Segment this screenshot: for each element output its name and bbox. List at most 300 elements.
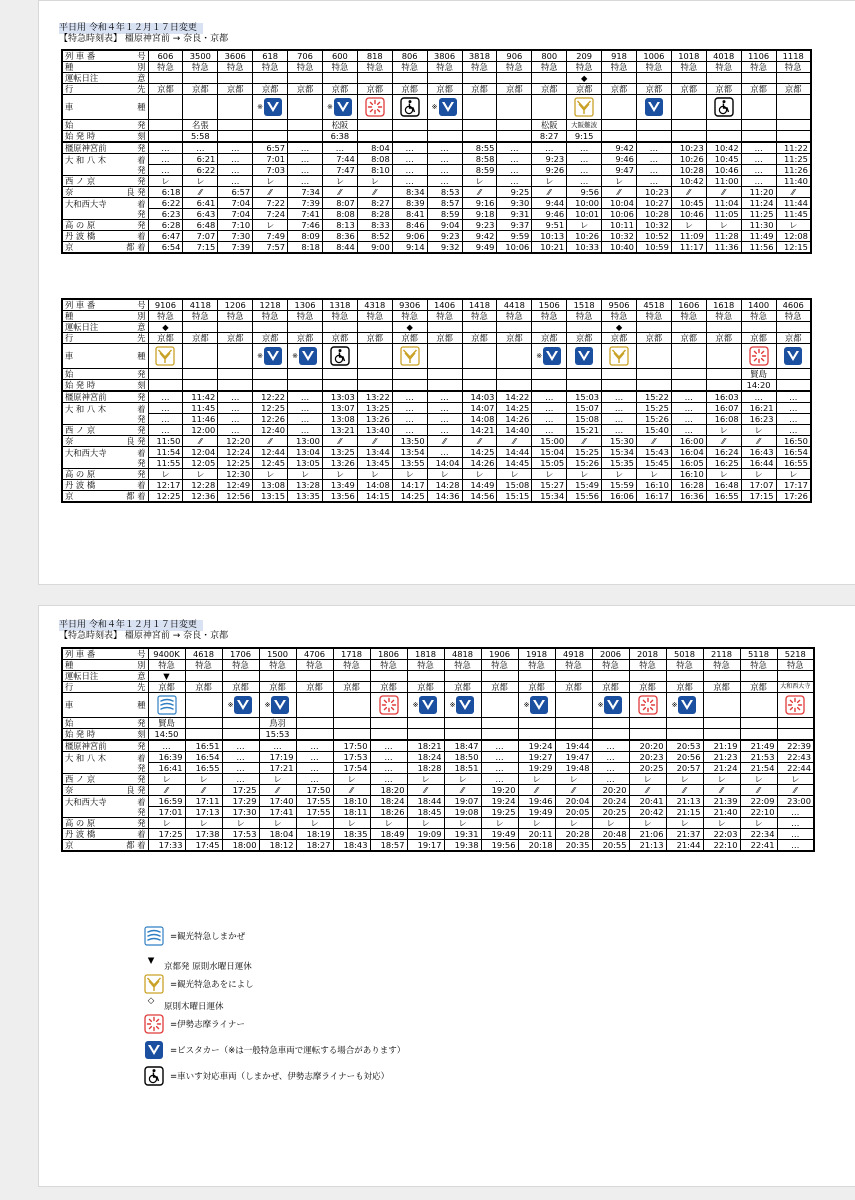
origin-time-cell bbox=[706, 131, 741, 143]
origin-station-cell bbox=[555, 718, 592, 729]
service-notice-label-suffix: 意 bbox=[137, 322, 146, 332]
car-type-cell bbox=[462, 95, 497, 120]
destination-cell: 京都 bbox=[671, 333, 706, 344]
origin-time-cell: 15:53 bbox=[259, 729, 296, 741]
time-cell: 18:10 bbox=[333, 796, 370, 807]
origin-time-cell: 14:50 bbox=[148, 729, 185, 741]
destination-cell: 京都 bbox=[357, 84, 392, 95]
time-cell: … bbox=[741, 142, 776, 154]
time-cell: レ bbox=[148, 176, 183, 187]
vista-icon bbox=[418, 700, 438, 710]
time-cell: 13:08 bbox=[253, 480, 288, 491]
destination-cell: 京都 bbox=[776, 84, 811, 95]
origin-station-cell bbox=[148, 369, 183, 380]
time-cell: レ bbox=[602, 176, 637, 187]
train-type-cell: 特急 bbox=[288, 311, 323, 322]
time-cell: ⁄⁄ bbox=[706, 187, 741, 198]
origin-time-cell bbox=[555, 729, 592, 741]
time-cell: ⁄⁄ bbox=[444, 785, 481, 796]
time-cell: 8:39 bbox=[392, 198, 427, 209]
time-cell: レ bbox=[740, 818, 777, 829]
time-cell: 13:44 bbox=[357, 447, 392, 458]
time-cell: 12:49 bbox=[218, 480, 253, 491]
destination-cell: 大和西大寺 bbox=[777, 682, 814, 693]
station-nishinokyo-label-suffix: 発 bbox=[137, 425, 146, 435]
time-cell: 8:08 bbox=[357, 154, 392, 165]
station-nishinokyo-label-suffix: 発 bbox=[137, 774, 146, 784]
asterisk-mark: ※ bbox=[536, 352, 543, 360]
time-cell: 17:15 bbox=[741, 491, 776, 503]
train-type-cell: 特急 bbox=[392, 62, 427, 73]
time-cell: … bbox=[288, 403, 323, 414]
time-cell: … bbox=[532, 391, 567, 403]
time-cell: 20:55 bbox=[592, 840, 629, 852]
origin-station-cell bbox=[218, 120, 253, 131]
origin-station-cell bbox=[497, 120, 532, 131]
time-cell: … bbox=[427, 425, 462, 436]
time-cell: 20:18 bbox=[518, 840, 555, 852]
time-cell: 13:26 bbox=[357, 414, 392, 425]
origin-time-row bbox=[62, 729, 814, 741]
time-cell: … bbox=[148, 165, 183, 176]
station-nara-label-text: 奈 bbox=[65, 187, 74, 197]
station-nishinokyo-label-text: 西 ノ 京 bbox=[65, 774, 96, 784]
train-type-label-text: 種 bbox=[65, 660, 74, 670]
origin-time-cell bbox=[481, 729, 518, 741]
time-cell: 17:25 bbox=[222, 785, 259, 796]
train-number-row bbox=[62, 50, 811, 62]
time-cell: 18:43 bbox=[333, 840, 370, 852]
train-type-cell: 特急 bbox=[392, 311, 427, 322]
destination-row bbox=[62, 682, 814, 693]
origin-station-cell bbox=[462, 120, 497, 131]
origin-station-cell bbox=[427, 120, 462, 131]
time-cell: 13:25 bbox=[357, 403, 392, 414]
time-cell: 21:19 bbox=[703, 740, 740, 752]
time-cell: 15:25 bbox=[636, 403, 671, 414]
wheelchair-icon bbox=[330, 351, 350, 361]
origin-time-cell bbox=[185, 729, 222, 741]
time-cell: 14:22 bbox=[497, 391, 532, 403]
car-type-cell bbox=[322, 344, 357, 369]
time-cell: 9:14 bbox=[392, 242, 427, 254]
service-notice-label-text: 運転日注 bbox=[65, 73, 99, 83]
train-number-cell: 918 bbox=[602, 50, 637, 62]
time-cell: … bbox=[392, 176, 427, 187]
vista-icon bbox=[574, 351, 594, 361]
station-name: 大 和 八 木 bbox=[65, 403, 107, 414]
car-type-label-suffix: 種 bbox=[137, 700, 146, 710]
service-notice-cell bbox=[253, 73, 288, 84]
time-cell: 21:40 bbox=[703, 807, 740, 818]
time-cell: … bbox=[636, 165, 671, 176]
origin-time-cell bbox=[671, 131, 706, 143]
time-cell: 16:50 bbox=[776, 436, 811, 447]
time-cell: … bbox=[427, 142, 462, 154]
time-cell: 12:22 bbox=[253, 391, 288, 403]
origin-station-cell bbox=[253, 369, 288, 380]
time-cell: ⁄⁄ bbox=[185, 785, 222, 796]
car-type-cell bbox=[741, 344, 776, 369]
origin-station-label-suffix: 発 bbox=[137, 120, 146, 130]
train-number-cell: 1718 bbox=[333, 648, 370, 660]
time-cell: レ bbox=[706, 425, 741, 436]
station-yamato-yagi-depart-row bbox=[62, 414, 811, 425]
train-number-cell: 1506 bbox=[532, 299, 567, 311]
train-number-cell: 1806 bbox=[370, 648, 407, 660]
car-type-cell bbox=[444, 693, 481, 718]
origin-time-cell bbox=[629, 729, 666, 741]
station-nishinokyo-label bbox=[62, 176, 148, 187]
time-cell: 7:39 bbox=[218, 242, 253, 254]
train-number-cell: 4318 bbox=[357, 299, 392, 311]
time-cell: ⁄⁄ bbox=[333, 785, 370, 796]
service-notice-cell bbox=[706, 322, 741, 333]
service-notice-cell bbox=[407, 671, 444, 682]
time-cell: … bbox=[222, 740, 259, 752]
destination-cell: 京都 bbox=[322, 333, 357, 344]
time-cell: 17:53 bbox=[222, 829, 259, 840]
train-type-cell: 特急 bbox=[183, 62, 218, 73]
train-number-cell: 2118 bbox=[703, 648, 740, 660]
destination-cell: 京都 bbox=[427, 84, 462, 95]
origin-station-cell bbox=[253, 120, 288, 131]
origin-time-cell bbox=[357, 131, 392, 143]
car-type-cell bbox=[636, 95, 671, 120]
time-cell: … bbox=[370, 752, 407, 763]
time-cell: レ bbox=[592, 818, 629, 829]
time-cell: 10:06 bbox=[497, 242, 532, 254]
time-cell: … bbox=[671, 425, 706, 436]
station-kashihara-label bbox=[62, 391, 148, 403]
time-cell: … bbox=[322, 142, 357, 154]
origin-time-cell bbox=[296, 729, 333, 741]
station-yamato-yagi-arrive-row bbox=[62, 403, 811, 414]
destination-cell: 京都 bbox=[222, 682, 259, 693]
time-cell: レ bbox=[357, 176, 392, 187]
destination-cell: 京都 bbox=[706, 84, 741, 95]
time-cell: 14:36 bbox=[427, 491, 462, 503]
time-cell: … bbox=[777, 818, 814, 829]
service-notice-label-suffix: 意 bbox=[137, 73, 146, 83]
car-type-cell bbox=[148, 344, 183, 369]
service-notice-label-suffix: 意 bbox=[137, 671, 146, 681]
time-cell: … bbox=[671, 403, 706, 414]
train-type-cell: 特急 bbox=[567, 311, 602, 322]
time-cell: 15:27 bbox=[532, 480, 567, 491]
time-cell: … bbox=[288, 391, 323, 403]
time-cell: 12:26 bbox=[253, 414, 288, 425]
iseshima-icon bbox=[365, 102, 385, 112]
station-kashihara-row bbox=[62, 391, 811, 403]
train-type-cell: 特急 bbox=[629, 660, 666, 671]
origin-station-label-suffix: 発 bbox=[137, 369, 146, 379]
origin-station-row bbox=[62, 120, 811, 131]
time-cell: 18:19 bbox=[296, 829, 333, 840]
time-cell: 6:47 bbox=[148, 231, 183, 242]
time-cell: 19:47 bbox=[555, 752, 592, 763]
station-kyoto-label bbox=[62, 491, 148, 503]
legend-item bbox=[144, 1014, 245, 1034]
time-cell: 14:56 bbox=[462, 491, 497, 503]
time-cell: 20:41 bbox=[629, 796, 666, 807]
station-nara-label-text: 奈 bbox=[65, 785, 74, 795]
station-name: 大和西大寺 bbox=[65, 796, 107, 807]
time-cell: ⁄⁄ bbox=[497, 436, 532, 447]
time-cell: 18:45 bbox=[407, 807, 444, 818]
destination-cell: 京都 bbox=[392, 333, 427, 344]
station-kyoto-label bbox=[62, 840, 148, 852]
time-cell: … bbox=[148, 154, 183, 165]
time-cell: … bbox=[602, 425, 637, 436]
time-cell: 10:11 bbox=[602, 220, 637, 231]
time-cell: 11:30 bbox=[741, 220, 776, 231]
time-cell: … bbox=[741, 391, 776, 403]
depart-label: 発 bbox=[137, 208, 146, 219]
origin-station-label bbox=[62, 369, 148, 380]
origin-station-cell: 松阪 bbox=[532, 120, 567, 131]
time-cell: 8:53 bbox=[427, 187, 462, 198]
train-type-cell: 特急 bbox=[357, 311, 392, 322]
train-number-cell: 706 bbox=[288, 50, 323, 62]
time-cell: 20:35 bbox=[555, 840, 592, 852]
train-type-cell: 特急 bbox=[671, 62, 706, 73]
origin-station-cell bbox=[776, 120, 811, 131]
time-cell: 14:25 bbox=[392, 491, 427, 503]
origin-time-cell bbox=[497, 380, 532, 392]
time-cell: 19:49 bbox=[518, 807, 555, 818]
time-cell: 14:04 bbox=[427, 458, 462, 469]
destination-cell: 京都 bbox=[532, 84, 567, 95]
origin-station-cell bbox=[357, 369, 392, 380]
train-type-cell: 特急 bbox=[183, 311, 218, 322]
time-cell: 9:47 bbox=[602, 165, 637, 176]
time-cell: 16:10 bbox=[636, 480, 671, 491]
service-notice-cell bbox=[462, 73, 497, 84]
origin-station-cell bbox=[481, 718, 518, 729]
origin-station-cell bbox=[296, 718, 333, 729]
train-type-cell: 特急 bbox=[444, 660, 481, 671]
car-type-label-text: 車 bbox=[65, 700, 74, 710]
train-type-cell: 特急 bbox=[740, 660, 777, 671]
train-number-cell: 5118 bbox=[740, 648, 777, 660]
origin-station-cell bbox=[706, 120, 741, 131]
station-tambabashi-row bbox=[62, 231, 811, 242]
time-cell: 10:23 bbox=[636, 187, 671, 198]
time-cell: 15:56 bbox=[567, 491, 602, 503]
depart-label: 発 bbox=[137, 762, 146, 773]
car-type-cell bbox=[481, 693, 518, 718]
time-cell: 8:59 bbox=[427, 209, 462, 220]
time-cell: 7:30 bbox=[218, 231, 253, 242]
time-cell: レ bbox=[555, 818, 592, 829]
time-cell: レ bbox=[666, 774, 703, 785]
origin-time-cell bbox=[671, 380, 706, 392]
time-cell: 20:56 bbox=[666, 752, 703, 763]
station-saidaiji-arrive-row bbox=[62, 198, 811, 209]
time-cell: レ bbox=[444, 774, 481, 785]
origin-time-cell bbox=[357, 380, 392, 392]
time-cell: 17:07 bbox=[741, 480, 776, 491]
time-cell: … bbox=[183, 142, 218, 154]
station-kyoto-label-text: 京 bbox=[65, 491, 74, 501]
time-cell: ⁄⁄ bbox=[357, 436, 392, 447]
time-cell: 6:18 bbox=[148, 187, 183, 198]
time-cell: 19:31 bbox=[444, 829, 481, 840]
train-type-cell: 特急 bbox=[148, 62, 183, 73]
train-number-cell: 4118 bbox=[183, 299, 218, 311]
time-cell: 16:43 bbox=[741, 447, 776, 458]
time-cell: 19:44 bbox=[555, 740, 592, 752]
time-cell: … bbox=[392, 403, 427, 414]
origin-station-cell bbox=[392, 369, 427, 380]
origin-station-cell bbox=[636, 369, 671, 380]
time-cell: … bbox=[218, 403, 253, 414]
train-type-cell: 特急 bbox=[462, 311, 497, 322]
time-cell: 16:04 bbox=[671, 447, 706, 458]
time-cell: 8:34 bbox=[392, 187, 427, 198]
time-cell: ⁄⁄ bbox=[636, 436, 671, 447]
origin-station-label-suffix: 発 bbox=[137, 718, 146, 728]
origin-time-row bbox=[62, 380, 811, 392]
time-cell: レ bbox=[253, 176, 288, 187]
vista-icon bbox=[263, 351, 283, 361]
time-cell: レ bbox=[532, 469, 567, 480]
time-cell: … bbox=[777, 840, 814, 852]
time-cell: レ bbox=[567, 220, 602, 231]
time-cell: … bbox=[288, 176, 323, 187]
train-type-cell: 特急 bbox=[555, 660, 592, 671]
destination-cell: 京都 bbox=[322, 84, 357, 95]
time-cell: 11:36 bbox=[706, 242, 741, 254]
origin-station-cell bbox=[222, 718, 259, 729]
time-cell: … bbox=[636, 142, 671, 154]
train-number-label-suffix: 号 bbox=[137, 51, 146, 61]
car-type-cell bbox=[671, 344, 706, 369]
service-notice-cell bbox=[288, 73, 323, 84]
aoniyoshi-icon bbox=[144, 974, 170, 994]
service-notice-cell bbox=[636, 73, 671, 84]
train-number-cell: 1218 bbox=[253, 299, 288, 311]
service-notice-cell: ▼ bbox=[148, 671, 185, 682]
time-cell: 19:20 bbox=[481, 785, 518, 796]
car-type-cell bbox=[629, 693, 666, 718]
time-cell: 6:21 bbox=[183, 154, 218, 165]
time-cell: 13:26 bbox=[322, 458, 357, 469]
time-cell: ⁄⁄ bbox=[357, 187, 392, 198]
time-cell: … bbox=[288, 414, 323, 425]
time-cell: 16:48 bbox=[706, 480, 741, 491]
time-cell: … bbox=[636, 154, 671, 165]
station-yamato-yagi-arrive-row bbox=[62, 752, 814, 763]
origin-time-row bbox=[62, 131, 811, 143]
time-cell: 11:05 bbox=[706, 209, 741, 220]
origin-station-cell bbox=[407, 718, 444, 729]
train-type-cell: 特急 bbox=[370, 660, 407, 671]
time-cell: … bbox=[370, 740, 407, 752]
time-cell: レ bbox=[629, 774, 666, 785]
sheet-header bbox=[59, 620, 228, 642]
time-cell: 13:55 bbox=[392, 458, 427, 469]
station-nara-label bbox=[62, 785, 148, 796]
origin-station-cell bbox=[370, 718, 407, 729]
destination-cell: 京都 bbox=[185, 682, 222, 693]
time-cell: 11:25 bbox=[741, 209, 776, 220]
destination-cell: 京都 bbox=[288, 333, 323, 344]
train-type-cell: 特急 bbox=[706, 311, 741, 322]
train-type-label-suffix: 別 bbox=[137, 311, 146, 321]
origin-station-cell bbox=[185, 718, 222, 729]
time-cell: レ bbox=[636, 469, 671, 480]
car-type-cell bbox=[218, 95, 253, 120]
service-notice-cell bbox=[671, 73, 706, 84]
time-cell: 15:40 bbox=[636, 425, 671, 436]
header-line-2: 【特急時刻表】 橿原神宮前 → 奈良・京都 bbox=[59, 34, 229, 44]
service-notice-cell bbox=[357, 73, 392, 84]
car-type-cell bbox=[427, 344, 462, 369]
time-cell: 8:52 bbox=[357, 231, 392, 242]
origin-time-cell bbox=[776, 380, 811, 392]
time-cell: … bbox=[427, 447, 462, 458]
time-cell: 8:57 bbox=[427, 198, 462, 209]
train-number-cell: 1406 bbox=[427, 299, 462, 311]
time-cell: … bbox=[671, 414, 706, 425]
destination-cell: 京都 bbox=[462, 333, 497, 344]
time-cell: … bbox=[592, 763, 629, 774]
time-cell: … bbox=[427, 154, 462, 165]
time-cell: … bbox=[148, 740, 185, 752]
time-cell: 9:16 bbox=[462, 198, 497, 209]
origin-station-cell bbox=[629, 718, 666, 729]
station-saidaiji-label bbox=[62, 447, 148, 469]
origin-station-cell bbox=[392, 120, 427, 131]
destination-label-text: 行 bbox=[65, 682, 74, 692]
time-cell: … bbox=[392, 154, 427, 165]
time-cell: 21:13 bbox=[629, 840, 666, 852]
time-cell: 12:15 bbox=[776, 242, 811, 254]
time-cell: … bbox=[392, 425, 427, 436]
car-type-cell bbox=[407, 693, 444, 718]
legend-text: =観光特急しまかぜ bbox=[170, 932, 246, 942]
time-cell: 13:49 bbox=[322, 480, 357, 491]
time-cell: … bbox=[741, 176, 776, 187]
time-cell: ⁄⁄ bbox=[322, 187, 357, 198]
time-cell: 15:25 bbox=[567, 447, 602, 458]
origin-station-row bbox=[62, 718, 814, 729]
timetable-table-2 bbox=[61, 298, 812, 503]
time-cell: 21:13 bbox=[666, 796, 703, 807]
destination-cell: 京都 bbox=[333, 682, 370, 693]
time-cell: 11:46 bbox=[183, 414, 218, 425]
origin-time-cell bbox=[322, 380, 357, 392]
time-cell: … bbox=[288, 154, 323, 165]
car-type-cell bbox=[741, 95, 776, 120]
legend-item bbox=[144, 996, 224, 1016]
time-cell: 7:39 bbox=[288, 198, 323, 209]
car-type-cell bbox=[183, 95, 218, 120]
time-cell: 22:10 bbox=[703, 840, 740, 852]
time-cell: ⁄⁄ bbox=[629, 785, 666, 796]
station-kyoto-label-suffix: 都 着 bbox=[126, 491, 146, 501]
station-nara-label-suffix: 良 発 bbox=[126, 436, 146, 446]
origin-time-cell bbox=[636, 380, 671, 392]
service-notice-cell bbox=[636, 322, 671, 333]
legend-item bbox=[144, 1040, 405, 1060]
station-nara-label-suffix: 良 発 bbox=[126, 785, 146, 795]
time-cell: 9:04 bbox=[427, 220, 462, 231]
time-cell: 6:43 bbox=[183, 209, 218, 220]
arrive-label: 着 bbox=[137, 198, 146, 209]
